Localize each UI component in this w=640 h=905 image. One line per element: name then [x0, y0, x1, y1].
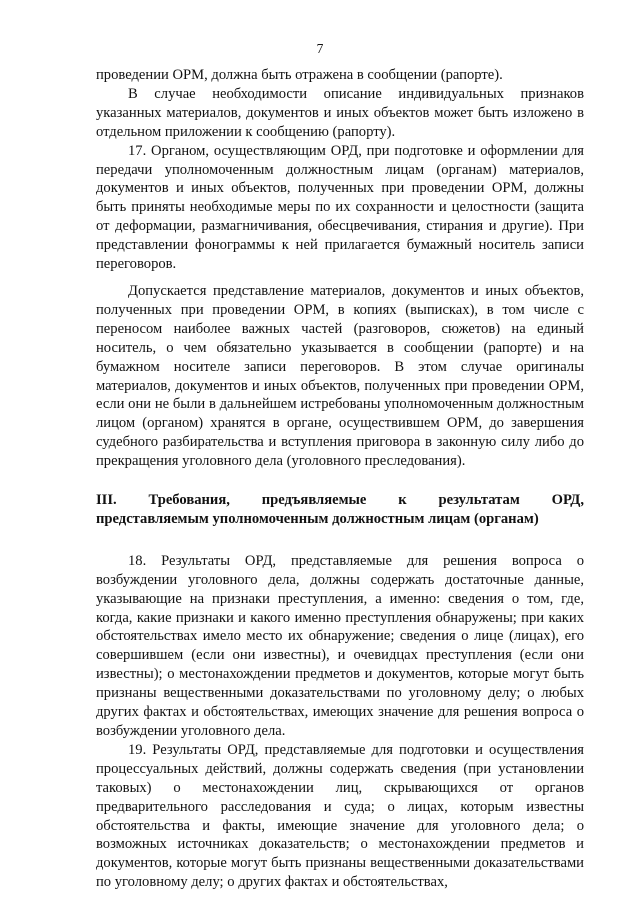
paragraph-continuation: проведении ОРМ, должна быть отражена в сообщении (рапорте). — [96, 67, 503, 83]
paragraph-19: 19. Результаты ОРД, представляемые для подготовки и осуществления процессуальных действий, должны содержать сведения (при установлении таковых) о местонахождении лиц, скрывающихся от органов предварительного расследования и суда; о лицах, которым известны обстоятельства и факты, имеющие значение для уголовного дела; о возможных источниках доказательств; о местонахождении предметов и документов, которые могут быть признаны вещественными доказательствами по уголовному делу; о других фактах и обстоятельствах, — [96, 741, 584, 891]
paragraph-17: 17. Органом, осуществляющим ОРД, при подготовке и оформлении для передачи уполномоченным должностным лицам (органам) материалов, документов и иных объектов, полученных при проведении ОРМ, должны быть приняты необходимые меры по их сохранности и целостности (защита от деформации, размагничивания, обесцвечивания, стирания и другие). При представлении фонограммы к ней прилагается бумажный носитель записи переговоров. — [96, 142, 584, 273]
paragraph-18: 18. Результаты ОРД, представляемые для решения вопроса о возбуждении уголовного дела, должны содержать достаточные данные, указывающие на признаки преступления, а именно: сведения о том, где, когда, какие признаки и какого именно преступления обнаружены; при каких обстоятельствах имело место их обнаружение; сведения о лице (лицах), его совершившем (если они известны), и очевидцах преступления (если они известны); о местонахождении предметов и документов, которые могут быть признаны вещественными доказательствами по уголовному делу; о любых других фактах и обстоятельствах, имеющих значение для решения вопроса о возбуждении уголовного дела. — [96, 552, 584, 739]
section-heading-line1: III. Требования, предъявляемые к результатам ОРД, — [96, 492, 584, 509]
section-heading-line2: представляемым уполномоченным должностным лицам (органам) — [96, 510, 539, 527]
document-body — [96, 66, 584, 892]
paragraph-appendix: В случае необходимости описание индивидуальных признаков указанных материалов, документов и иных объектов может быть изложено в отдельном приложении к сообщению (рапорту). — [96, 85, 584, 140]
page-number: 7 — [316, 41, 324, 56]
paragraph-copies: Допускается представление материалов, документов и иных объектов, полученных при проведении ОРМ, в копиях (выписках), в том числе с переносом наиболее важных частей (разговоров, сюжетов) на единый носитель, о чем обязательно указывается в сообщении (рапорте) и на бумажном носителе записи переговоров. В этом случае оригиналы материалов, документов и иных объектов, полученных при проведении ОРМ, если они не были в дальнейшем истребованы уполномоченным должностным лицом (органом) хранятся в органе, осуществившем ОРМ, до завершения судебного разбирательства и вступления приговора в законную силу либо до прекращения уголовного дела (уголовного преследования). — [96, 282, 584, 470]
section-heading — [96, 491, 584, 529]
